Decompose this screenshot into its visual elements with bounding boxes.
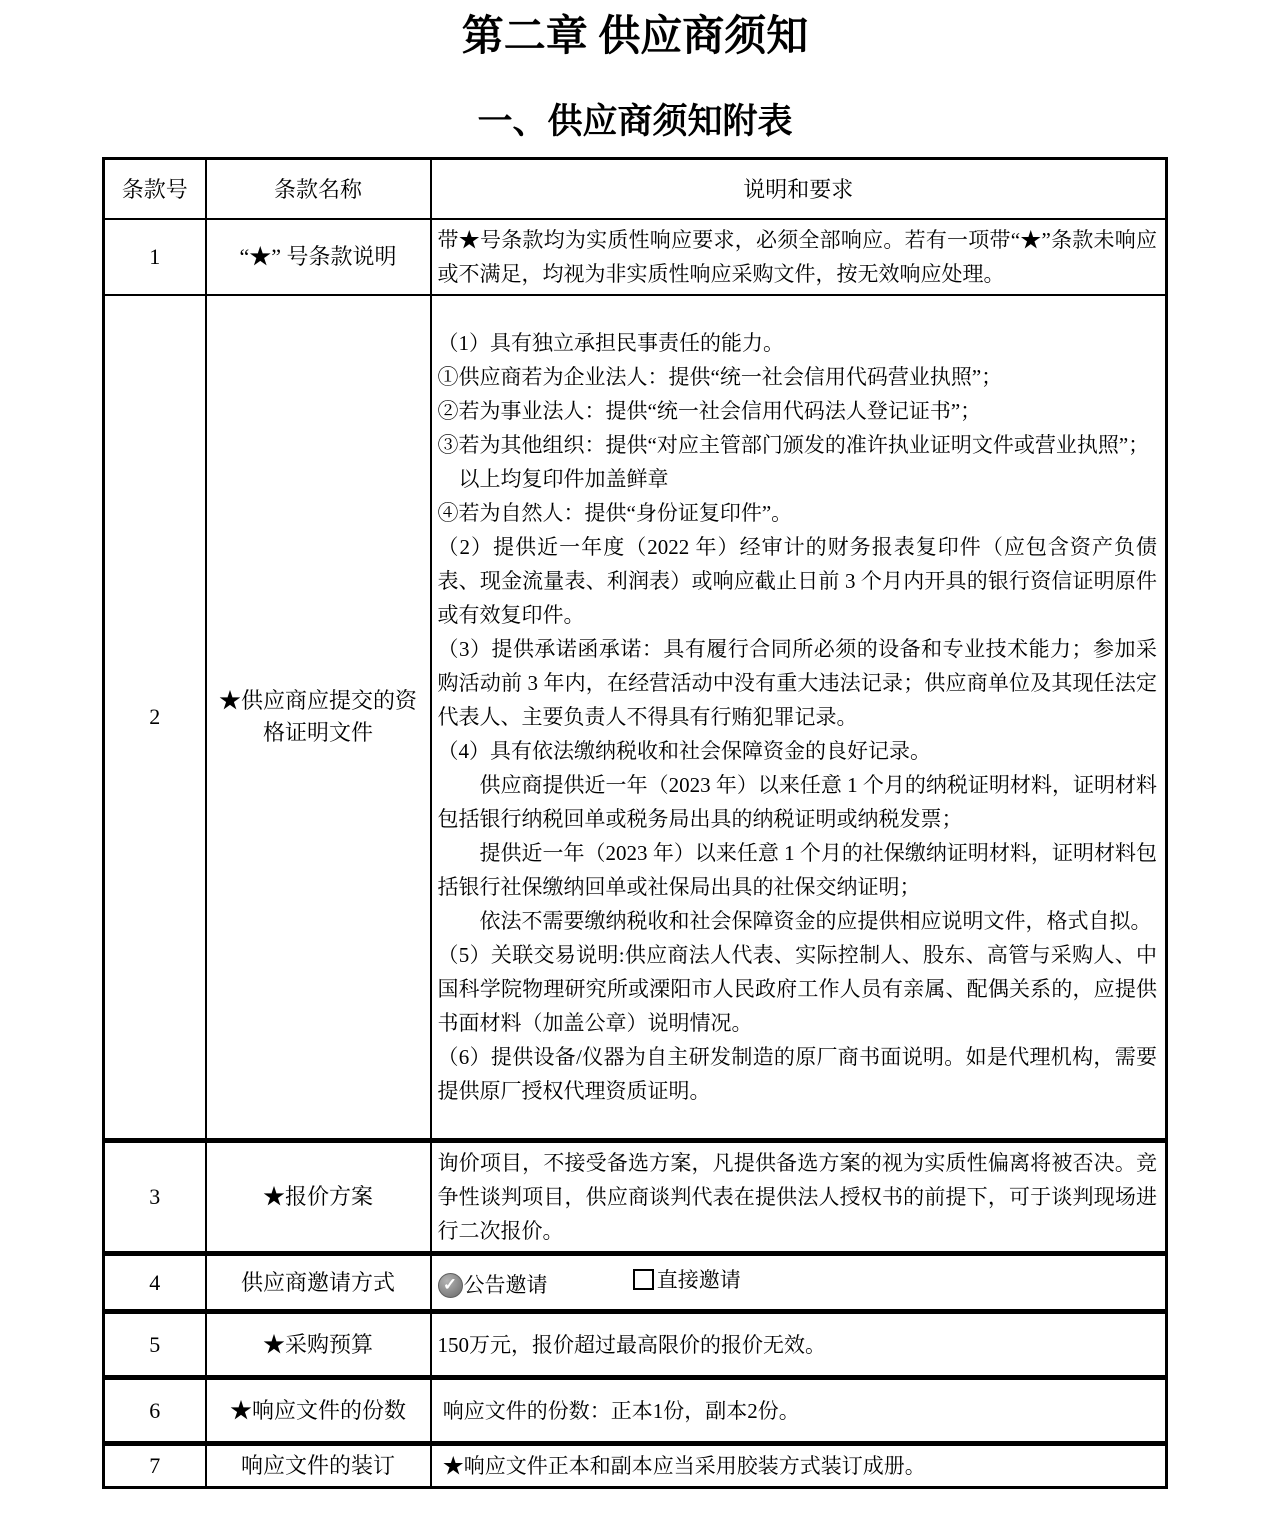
desc-paragraph: 响应文件的份数：正本1份，副本2份。 [437, 1398, 800, 1423]
table-row-4 [104, 1254, 1167, 1312]
clause-description [431, 1254, 1167, 1312]
col-header-clause-name: 条款名称 [206, 159, 431, 219]
desc-paragraph: （5）关联交易说明:供应商法人代表、实际控制人、股东、高管与采购人、中国科学院物理研究所或溧阳市人民政府工作人员有亲属、配偶关系的，应提供书面材料（加盖公章）说明情况。 [437, 942, 1157, 1035]
clause-no: 1 [104, 219, 206, 295]
clause-name: 响应文件的装订 [206, 1444, 431, 1488]
col-header-description: 说明和要求 [431, 159, 1167, 219]
desc-paragraph: ★响应文件正本和副本应当采用胶装方式装订成册。 [437, 1454, 926, 1478]
desc-paragraph: 以上均复印件加盖鲜章 [437, 466, 669, 491]
page-title: 第二章 供应商须知 [461, 14, 809, 60]
section-title: 一、供应商须知附表 [477, 102, 793, 141]
clause-description [431, 295, 1167, 1141]
desc-paragraph: （6）提供设备/仪器为自主研发制造的原厂商书面说明。如是代理机构，需要提供原厂授权代理资质证明。 [437, 1044, 1157, 1103]
table-row-1 [104, 219, 1167, 295]
clause-no: 5 [104, 1312, 206, 1378]
unchecked-checkbox-icon[interactable] [633, 1269, 654, 1290]
clause-name: 供应商邀请方式 [206, 1254, 431, 1312]
invitation-option-label: 公告邀请 [463, 1273, 548, 1298]
desc-paragraph: 带★号条款均为实质性响应要求，必须全部响应。若有一项带“★”条款未响应或不满足，均视为非实质性响应采购文件，按无效响应处理。 [437, 227, 1157, 286]
desc-paragraph: ④若为自然人：提供“身份证复印件”。 [437, 500, 793, 525]
clause-description [431, 1378, 1167, 1444]
clause-no: 6 [104, 1378, 206, 1444]
supplier-notice-table [102, 157, 1168, 1489]
table-row-5 [104, 1312, 1167, 1378]
desc-paragraph: 供应商提供近一年（2023 年）以来任意 1 个月的纳税证明材料，证明材料包括银行纳税回单或税务局出具的纳税证明或纳税发票； [437, 772, 1157, 831]
table-row-3 [104, 1141, 1167, 1254]
clause-no: 7 [104, 1444, 206, 1488]
clause-no: 4 [104, 1254, 206, 1312]
desc-paragraph: ②若为事业法人：提供“统一社会信用代码法人登记证书”； [437, 398, 982, 423]
clause-no: 3 [104, 1141, 206, 1254]
clause-name: ★采购预算 [206, 1312, 431, 1378]
desc-paragraph: ①供应商若为企业法人：提供“统一社会信用代码营业执照”； [437, 364, 1003, 389]
invitation-option-label: 直接邀请 [656, 1267, 741, 1292]
desc-paragraph: 询价项目，不接受备选方案，凡提供备选方案的视为实质性偏离将被否决。竞争性谈判项目，供应商谈判代表在提供法人授权书的前提下，可于谈判现场进行二次报价。 [437, 1151, 1157, 1243]
invitation-option-announcement [438, 1268, 548, 1302]
clause-name: “★” 号条款说明 [206, 219, 431, 295]
desc-paragraph: ③若为其他组织：提供“对应主管部门颁发的准许执业证明文件或营业执照”； [437, 432, 1150, 457]
desc-paragraph: （3）提供承诺函承诺：具有履行合同所必须的设备和专业技术能力；参加采购活动前 3 年内，在经营活动中没有重大违法记录；供应商单位及其现任法定代表人、主要负责人不得具有行贿犯罪记录。 [437, 636, 1157, 729]
table-row-6 [104, 1378, 1167, 1444]
table-row-7 [104, 1444, 1167, 1488]
checked-checkbox-icon[interactable]: ✓ [438, 1273, 463, 1298]
col-header-clause-no: 条款号 [104, 159, 206, 219]
clause-description [431, 1444, 1167, 1488]
clause-description [431, 1312, 1167, 1378]
invitation-option-direct [633, 1263, 741, 1297]
clause-name: ★响应文件的份数 [206, 1378, 431, 1444]
clause-name: ★报价方案 [206, 1141, 431, 1254]
desc-paragraph: 150万元，报价超过最高限价的报价无效。 [437, 1332, 826, 1357]
desc-paragraph: （1）具有独立承担民事责任的能力。 [437, 330, 784, 355]
clause-name: ★供应商应提交的资格证明文件 [206, 295, 431, 1141]
table-row-2 [104, 295, 1167, 1141]
table-header-row [104, 159, 1167, 219]
clause-no: 2 [104, 295, 206, 1141]
desc-paragraph: （4）具有依法缴纳税收和社会保障资金的良好记录。 [437, 738, 931, 763]
desc-paragraph: 依法不需要缴纳税收和社会保障资金的应提供相应说明文件，格式自拟。 [437, 908, 1152, 933]
desc-paragraph: （2）提供近一年度（2022 年）经审计的财务报表复印件（应包含资产负债表、现金流量表、利润表）或响应截止日前 3 个月内开具的银行资信证明原件或有效复印件。 [437, 534, 1157, 627]
clause-description [431, 219, 1167, 295]
desc-paragraph: 提供近一年（2023 年）以来任意 1 个月的社保缴纳证明材料，证明材料包括银行社保缴纳回单或社保局出具的社保交纳证明； [437, 840, 1157, 899]
clause-description [431, 1141, 1167, 1254]
